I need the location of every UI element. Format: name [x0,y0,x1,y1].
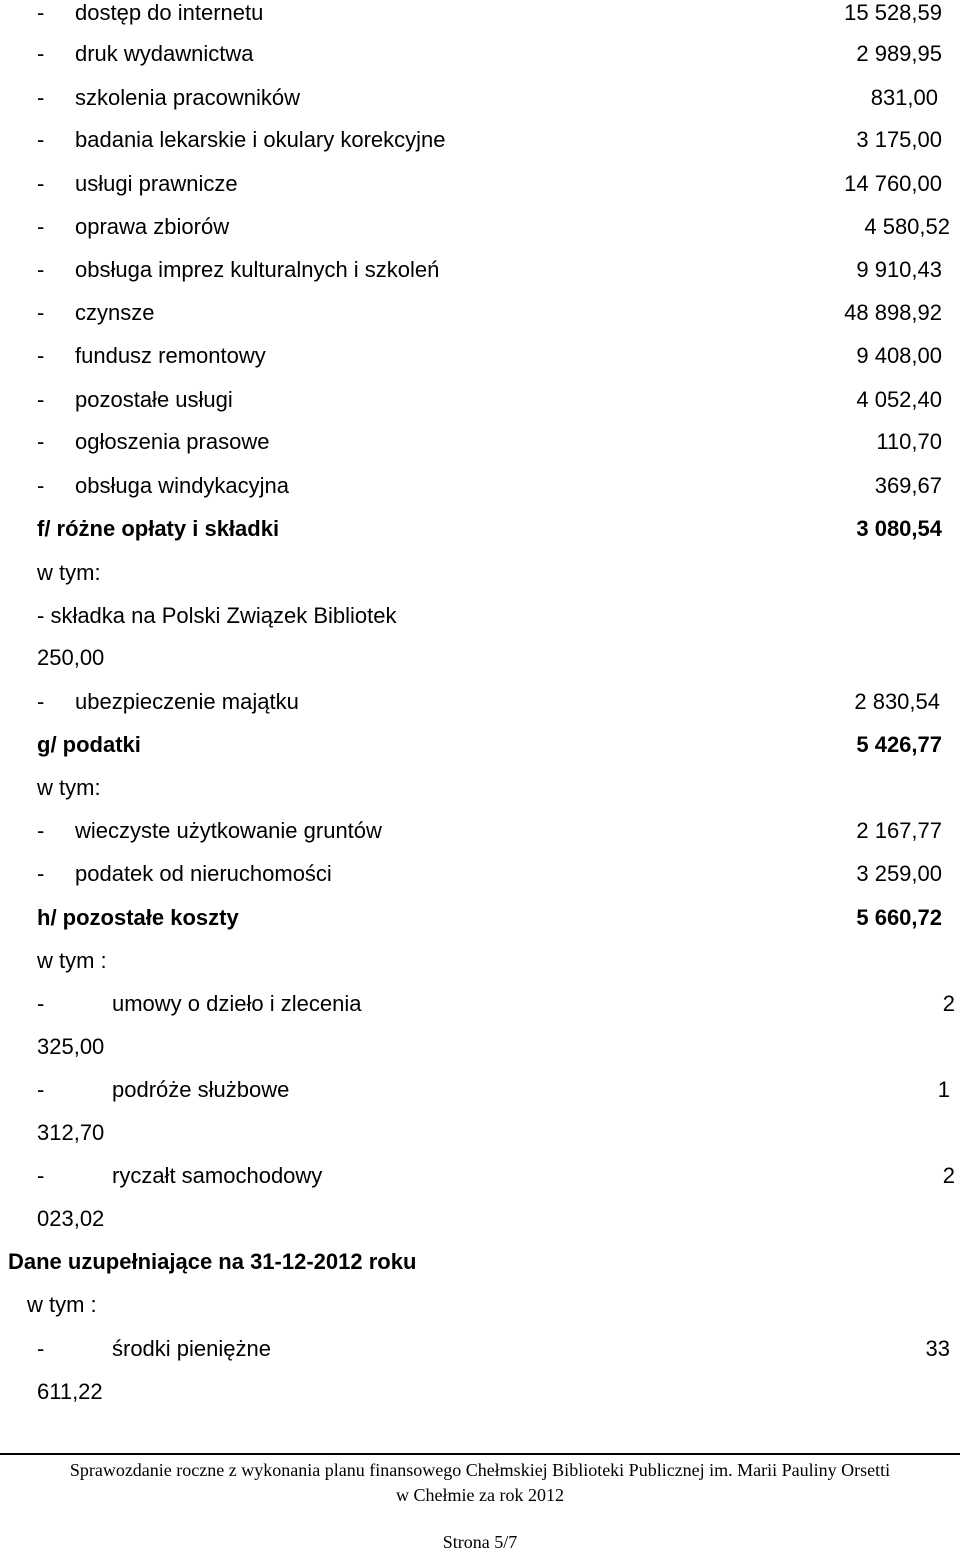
item-dash: - [37,214,45,239]
item-value-tail: 611,22 [37,1379,103,1404]
item-label: ubezpieczenie majątku [75,689,299,714]
item-label: ryczałt samochodowy [112,1163,323,1188]
item-label: - składka na Polski Związek Bibliotek [37,603,397,628]
item-dash: - [37,85,45,110]
item-value: 369,67 [874,473,942,498]
item-dash: - [37,1163,45,1188]
section-total: 3 080,54 [856,516,942,541]
item-value: 2 167,77 [856,818,942,843]
item-value-tail: 325,00 [37,1034,105,1059]
item-label: czynsze [75,300,155,325]
item-value: 250,00 [37,645,105,670]
item-value: 14 760,00 [844,171,942,196]
item-label: pozostałe usługi [75,387,233,412]
item-dash: - [37,300,45,325]
item-value: 3 175,00 [856,127,942,152]
item-label: dostęp do internetu [75,0,264,25]
item-label: obsługa windykacyjna [75,473,290,498]
item-label: umowy o dzieło i zlecenia [112,991,362,1016]
item-value: 831,00 [870,85,938,110]
item-label: usługi prawnicze [75,171,238,196]
w-tym-label: w tym: [37,775,101,800]
item-dash: - [37,818,45,843]
item-value: 2 830,54 [854,689,940,714]
item-value-tail: 023,02 [37,1206,105,1231]
item-value: 4 052,40 [856,387,942,412]
item-label: podatek od nieruchomości [75,861,332,886]
item-dash: - [37,473,45,498]
item-dash: - [37,127,45,152]
item-dash: - [37,41,45,66]
item-label: szkolenia pracowników [75,85,300,110]
item-dash: - [37,171,45,196]
item-label: wieczyste użytkowanie gruntów [75,818,382,843]
page-number: Strona 5/7 [442,1532,518,1552]
section-total: 5 426,77 [856,732,942,757]
item-value: 2 989,95 [856,41,942,66]
item-label: obsługa imprez kulturalnych i szkoleń [75,257,440,282]
section-heading: f/ różne opłaty i składki [37,516,280,541]
item-value: 9 408,00 [856,343,942,368]
section-heading: h/ pozostałe koszty [37,905,239,930]
item-label: ogłoszenia prasowe [75,429,270,454]
item-dash: - [37,343,45,368]
item-value-tail: 312,70 [37,1120,105,1145]
footer-divider [0,1453,960,1455]
w-tym-label: w tym : [37,948,107,973]
item-value: 48 898,92 [844,300,942,325]
item-value: 15 528,59 [844,0,942,25]
item-dash: - [37,689,45,714]
item-label: podróże służbowe [112,1077,290,1102]
item-dash: - [37,1336,45,1361]
item-value-head: 2 [942,1163,955,1188]
item-label: fundusz remontowy [75,343,266,368]
section-total: 5 660,72 [856,905,942,930]
section-heading: g/ podatki [37,732,141,757]
item-value-head: 1 [937,1077,950,1102]
footer-subtitle: w Chełmie za rok 2012 [396,1485,564,1505]
item-value: 9 910,43 [856,257,942,282]
item-value: 4 580,52 [864,214,950,239]
item-value-head: 33 [925,1336,950,1361]
item-label: badania lekarskie i okulary korekcyjne [75,127,446,152]
item-dash: - [37,387,45,412]
item-value: 110,70 [876,429,942,454]
item-label: druk wydawnictwa [75,41,254,66]
item-dash: - [37,429,45,454]
item-value: 3 259,00 [856,861,942,886]
supplementary-heading: Dane uzupełniające na 31-12-2012 roku [8,1249,417,1274]
footer-title: Sprawozdanie roczne z wykonania planu finansowego Chełmskiej Biblioteki Publicznej im. Marii Pauliny Orsetti [69,1460,891,1480]
w-tym-label: w tym: [37,560,101,585]
item-dash: - [37,991,45,1016]
item-label: oprawa zbiorów [75,214,230,239]
item-dash: - [37,257,45,282]
item-dash: - [37,0,45,25]
item-label: środki pieniężne [112,1336,271,1361]
item-dash: - [37,861,45,886]
item-value-head: 2 [942,991,955,1016]
item-dash: - [37,1077,45,1102]
w-tym-label: w tym : [27,1292,97,1317]
